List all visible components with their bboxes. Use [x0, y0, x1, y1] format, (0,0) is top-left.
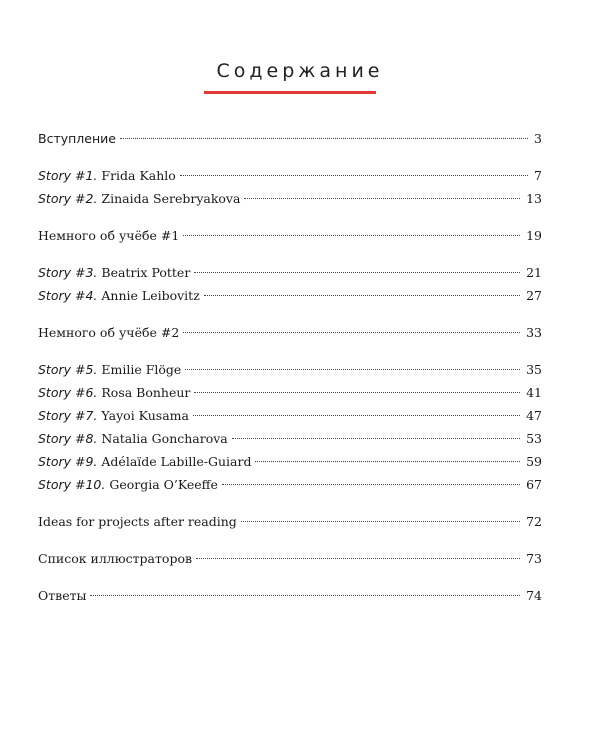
- toc-entry-study-2[interactable]: [38, 321, 542, 344]
- toc-entry-story-1[interactable]: [38, 164, 542, 187]
- toc-page-number: 21: [526, 265, 542, 280]
- section-gap: [38, 210, 542, 224]
- section-gap: [38, 150, 542, 164]
- title-underline: [204, 91, 376, 94]
- toc-entry-label: Вступление: [38, 131, 116, 146]
- toc-leader: [232, 438, 520, 439]
- toc-entry-answers[interactable]: [38, 584, 542, 607]
- toc-page-number: 41: [526, 385, 542, 400]
- toc-entry-label: Немного об учёбе #2: [38, 325, 180, 340]
- toc-leader: [120, 138, 528, 139]
- toc-leader: [183, 332, 520, 333]
- story-title: Annie Leibovitz: [101, 288, 200, 303]
- toc-page-number: 27: [526, 288, 542, 303]
- story-title: Beatrix Potter: [101, 265, 191, 280]
- story-prefix: Story #4.: [38, 288, 98, 303]
- toc-entry-label: Список иллюстраторов: [38, 551, 193, 566]
- story-prefix: Story #3.: [38, 265, 98, 280]
- story-prefix: Story #1.: [38, 168, 98, 183]
- toc-entry-label: [38, 187, 240, 210]
- toc-entry-story-6[interactable]: [38, 381, 542, 404]
- toc-entry-label: [38, 261, 190, 284]
- toc-entry-label: [38, 473, 218, 496]
- toc-entry-illustrators[interactable]: [38, 547, 542, 570]
- toc-entry-story-3[interactable]: [38, 261, 542, 284]
- story-prefix: Story #8.: [38, 431, 98, 446]
- table-of-contents: [38, 127, 542, 607]
- toc-leader: [222, 484, 520, 485]
- toc-page-number: 67: [526, 477, 542, 492]
- toc-page-number: 72: [526, 514, 542, 529]
- story-title: Zinaida Serebryakova: [101, 191, 241, 206]
- story-title: Rosa Bonheur: [101, 385, 191, 400]
- toc-leader: [183, 235, 520, 236]
- toc-page-number: 53: [526, 431, 542, 446]
- toc-entry-story-4[interactable]: [38, 284, 542, 307]
- toc-entry-label: Немного об учёбе #1: [38, 228, 180, 243]
- page-title: Содержание: [216, 60, 384, 82]
- toc-page-number: 74: [526, 588, 542, 603]
- story-prefix: Story #2.: [38, 191, 98, 206]
- toc-entry-label: [38, 284, 200, 307]
- toc-leader: [90, 595, 520, 596]
- section-gap: [38, 570, 542, 584]
- toc-page-number: 35: [526, 362, 542, 377]
- story-prefix: Story #5.: [38, 362, 98, 377]
- toc-entry-story-8[interactable]: [38, 427, 542, 450]
- toc-entry-label: Ideas for projects after reading: [38, 514, 237, 529]
- toc-entry-story-2[interactable]: [38, 187, 542, 210]
- story-title: Emilie Flöge: [101, 362, 182, 377]
- toc-entry-label: [38, 404, 189, 427]
- story-title: Yayoi Kusama: [101, 408, 189, 423]
- toc-leader: [193, 415, 520, 416]
- story-title: Adélaïde Labille-Guiard: [101, 454, 252, 469]
- story-title: Frida Kahlo: [101, 168, 176, 183]
- toc-page-number: 7: [534, 168, 542, 183]
- toc-leader: [244, 198, 520, 199]
- toc-entry-story-10[interactable]: [38, 473, 542, 496]
- toc-page-number: 59: [526, 454, 542, 469]
- toc-entry-label: [38, 450, 251, 473]
- toc-leader: [185, 369, 520, 370]
- toc-leader: [194, 272, 520, 273]
- toc-entry-label: [38, 358, 181, 381]
- story-prefix: Story #10.: [38, 477, 106, 492]
- toc-entry-label: [38, 381, 190, 404]
- section-gap: [38, 247, 542, 261]
- title-wrap: [0, 60, 600, 92]
- story-title: Natalia Goncharova: [101, 431, 228, 446]
- toc-leader: [196, 558, 520, 559]
- story-title: Georgia O’Keeffe: [109, 477, 218, 492]
- section-gap: [38, 307, 542, 321]
- toc-entry-label: [38, 427, 228, 450]
- toc-entry-story-5[interactable]: [38, 358, 542, 381]
- section-gap: [38, 533, 542, 547]
- story-prefix: Story #9.: [38, 454, 98, 469]
- toc-page-number: 19: [526, 228, 542, 243]
- toc-leader: [255, 461, 520, 462]
- toc-entry-intro[interactable]: [38, 127, 542, 150]
- story-prefix: Story #7.: [38, 408, 98, 423]
- toc-page-number: 13: [526, 191, 542, 206]
- story-prefix: Story #6.: [38, 385, 98, 400]
- toc-entry-story-7[interactable]: [38, 404, 542, 427]
- toc-leader: [204, 295, 520, 296]
- toc-entry-label: [38, 164, 176, 187]
- toc-page-number: 73: [526, 551, 542, 566]
- toc-page-number: 47: [526, 408, 542, 423]
- section-gap: [38, 496, 542, 510]
- toc-leader: [180, 175, 528, 176]
- toc-entry-story-9[interactable]: [38, 450, 542, 473]
- toc-entry-label: Ответы: [38, 588, 87, 603]
- toc-leader: [194, 392, 520, 393]
- toc-page-number: 3: [534, 131, 542, 146]
- toc-entry-study-1[interactable]: [38, 224, 542, 247]
- toc-page-number: 33: [526, 325, 542, 340]
- toc-leader: [241, 521, 520, 522]
- toc-entry-ideas[interactable]: [38, 510, 542, 533]
- section-gap: [38, 344, 542, 358]
